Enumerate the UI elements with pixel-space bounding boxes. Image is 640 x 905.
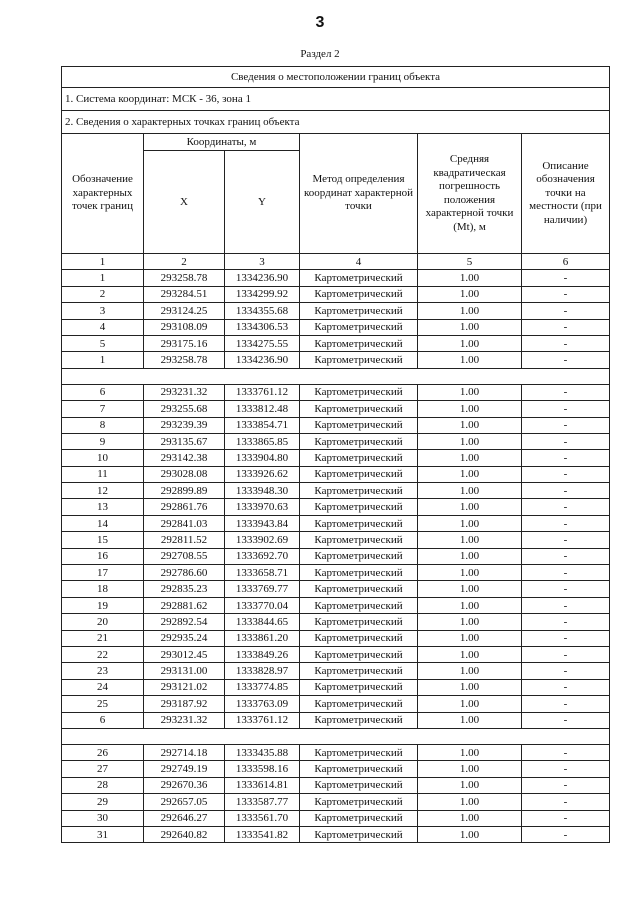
coord-x: 293258.78 [144,270,225,286]
coord-y: 1334299.92 [225,286,300,302]
coord-x: 293121.02 [144,679,225,695]
coord-y: 1333692.70 [225,548,300,564]
accuracy: 1.00 [418,401,522,417]
column-number: 1 [62,254,144,270]
accuracy: 1.00 [418,450,522,466]
table-row [62,335,610,351]
description: - [522,515,610,531]
coord-y: 1334275.55 [225,335,300,351]
table-row [62,565,610,581]
point-number: 3 [62,303,144,319]
table-row [62,548,610,564]
table-row [62,663,610,679]
accuracy: 1.00 [418,286,522,302]
coord-y: 1333598.16 [225,761,300,777]
accuracy: 1.00 [418,303,522,319]
header-designation: Обозначение характерных точек границ [62,134,144,254]
point-number: 15 [62,532,144,548]
table-row [62,286,610,302]
coord-x: 292899.89 [144,483,225,499]
coord-y: 1333943.84 [225,515,300,531]
coord-x: 293142.38 [144,450,225,466]
point-number: 4 [62,319,144,335]
point-number: 29 [62,794,144,810]
method: Картометрический [300,810,418,826]
description: - [522,565,610,581]
coord-y: 1333587.77 [225,794,300,810]
coord-y: 1333865.85 [225,433,300,449]
description: - [522,483,610,499]
point-number: 12 [62,483,144,499]
accuracy: 1.00 [418,679,522,695]
header-row-1 [62,134,610,151]
point-number: 2 [62,286,144,302]
coord-system-row [62,88,610,111]
description: - [522,696,610,712]
coord-y: 1333774.85 [225,679,300,695]
description: - [522,319,610,335]
method: Картометрический [300,515,418,531]
point-number: 20 [62,614,144,630]
coord-y: 1333761.12 [225,384,300,400]
method: Картометрический [300,303,418,319]
description: - [522,532,610,548]
description: - [522,630,610,646]
column-number: 6 [522,254,610,270]
coord-x: 293124.25 [144,303,225,319]
coord-x: 293135.67 [144,433,225,449]
header-y: Y [225,151,300,254]
point-number: 23 [62,663,144,679]
accuracy: 1.00 [418,777,522,793]
table-title-row [62,67,610,88]
table-row [62,483,610,499]
accuracy: 1.00 [418,319,522,335]
description: - [522,401,610,417]
coord-x: 293131.00 [144,663,225,679]
coord-x: 293175.16 [144,335,225,351]
description: - [522,303,610,319]
coord-y: 1334236.90 [225,352,300,368]
description: - [522,433,610,449]
table-row [62,712,610,728]
accuracy: 1.00 [418,499,522,515]
description: - [522,581,610,597]
point-number: 16 [62,548,144,564]
coord-y: 1333849.26 [225,646,300,662]
points-heading-row [62,111,610,134]
coord-y: 1334355.68 [225,303,300,319]
coord-x: 293012.45 [144,646,225,662]
coord-x: 292881.62 [144,597,225,613]
table-row [62,466,610,482]
method: Картометрический [300,450,418,466]
method: Картометрический [300,401,418,417]
table-row [62,761,610,777]
coord-x: 292935.24 [144,630,225,646]
separator-cell [62,728,610,744]
method: Картометрический [300,532,418,548]
point-number: 21 [62,630,144,646]
header-description: Описание обозначения точки на местности (при наличии) [522,134,610,254]
description: - [522,499,610,515]
column-number: 5 [418,254,522,270]
coord-y: 1334236.90 [225,270,300,286]
coord-x: 292670.36 [144,777,225,793]
coord-y: 1333769.77 [225,581,300,597]
coord-x: 293258.78 [144,352,225,368]
table-row [62,319,610,335]
point-number: 28 [62,777,144,793]
accuracy: 1.00 [418,810,522,826]
coord-x: 292786.60 [144,565,225,581]
method: Картометрический [300,663,418,679]
point-number: 18 [62,581,144,597]
point-number: 5 [62,335,144,351]
point-number: 31 [62,826,144,842]
method: Картометрический [300,744,418,760]
description: - [522,646,610,662]
point-number: 19 [62,597,144,613]
coord-x: 292640.82 [144,826,225,842]
method: Картометрический [300,761,418,777]
description: - [522,663,610,679]
accuracy: 1.00 [418,597,522,613]
method: Картометрический [300,319,418,335]
column-number: 4 [300,254,418,270]
coord-x: 293187.92 [144,696,225,712]
coord-x: 293239.39 [144,417,225,433]
header-accuracy: Средняя квадратическая погрешность положения характерной точки (Mt), м [418,134,522,254]
method: Картометрический [300,696,418,712]
description: - [522,466,610,482]
accuracy: 1.00 [418,614,522,630]
method: Картометрический [300,597,418,613]
table-row [62,614,610,630]
header-coordinates: Координаты, м [144,134,300,151]
table-row [62,810,610,826]
table-row [62,499,610,515]
accuracy: 1.00 [418,630,522,646]
method: Картометрический [300,335,418,351]
point-number: 17 [62,565,144,581]
accuracy: 1.00 [418,581,522,597]
table-row [62,450,610,466]
method: Картометрический [300,352,418,368]
group-separator [62,728,610,744]
description: - [522,286,610,302]
method: Картометрический [300,548,418,564]
coord-y: 1333561.70 [225,810,300,826]
table-row [62,515,610,531]
coord-x: 293028.08 [144,466,225,482]
coord-y: 1334306.53 [225,319,300,335]
coord-x: 292835.23 [144,581,225,597]
group-separator [62,368,610,384]
points-heading: 2. Сведения о характерных точках границ объекта [62,111,610,134]
coord-x: 293231.32 [144,712,225,728]
header-method: Метод определения координат характерной точки [300,134,418,254]
point-number: 10 [62,450,144,466]
method: Картометрический [300,777,418,793]
point-number: 14 [62,515,144,531]
accuracy: 1.00 [418,433,522,449]
coord-y: 1333904.80 [225,450,300,466]
coord-x: 292714.18 [144,744,225,760]
point-number: 11 [62,466,144,482]
coord-x: 292841.03 [144,515,225,531]
point-number: 26 [62,744,144,760]
method: Картометрический [300,614,418,630]
accuracy: 1.00 [418,352,522,368]
point-number: 7 [62,401,144,417]
accuracy: 1.00 [418,515,522,531]
coord-x: 292657.05 [144,794,225,810]
accuracy: 1.00 [418,761,522,777]
coord-y: 1333861.20 [225,630,300,646]
method: Картометрический [300,565,418,581]
method: Картометрический [300,712,418,728]
table-row [62,744,610,760]
coord-y: 1333614.81 [225,777,300,793]
method: Картометрический [300,270,418,286]
accuracy: 1.00 [418,483,522,499]
table-row [62,826,610,842]
coord-x: 292861.76 [144,499,225,515]
accuracy: 1.00 [418,565,522,581]
point-number: 22 [62,646,144,662]
boundary-table [61,66,610,843]
coord-x: 292708.55 [144,548,225,564]
coord-y: 1333844.65 [225,614,300,630]
table-row [62,384,610,400]
description: - [522,450,610,466]
table-row [62,794,610,810]
accuracy: 1.00 [418,794,522,810]
column-numbers-row [62,254,610,270]
method: Картометрический [300,384,418,400]
description: - [522,810,610,826]
accuracy: 1.00 [418,270,522,286]
coord-y: 1333761.12 [225,712,300,728]
description: - [522,335,610,351]
accuracy: 1.00 [418,532,522,548]
page-number: 3 [315,14,325,31]
coord-x: 293231.32 [144,384,225,400]
coord-y: 1333770.04 [225,597,300,613]
table-body [62,67,610,843]
method: Картометрический [300,417,418,433]
coord-y: 1333926.62 [225,466,300,482]
accuracy: 1.00 [418,417,522,433]
section-title: Раздел 2 [300,48,340,60]
method: Картометрический [300,581,418,597]
description: - [522,597,610,613]
table-row [62,646,610,662]
description: - [522,744,610,760]
accuracy: 1.00 [418,548,522,564]
point-number: 25 [62,696,144,712]
description: - [522,777,610,793]
point-number: 13 [62,499,144,515]
accuracy: 1.00 [418,712,522,728]
table-row [62,696,610,712]
description: - [522,384,610,400]
coord-y: 1333902.69 [225,532,300,548]
table-row [62,679,610,695]
table-row [62,401,610,417]
point-number: 24 [62,679,144,695]
description: - [522,826,610,842]
column-number: 3 [225,254,300,270]
coord-system: 1. Система координат: МСК - 36, зона 1 [62,88,610,111]
table-row [62,630,610,646]
method: Картометрический [300,630,418,646]
description: - [522,794,610,810]
point-number: 6 [62,384,144,400]
accuracy: 1.00 [418,826,522,842]
description: - [522,417,610,433]
coord-y: 1333435.88 [225,744,300,760]
table-row [62,433,610,449]
coord-x: 293284.51 [144,286,225,302]
coord-y: 1333828.97 [225,663,300,679]
table-row [62,352,610,368]
coord-x: 292646.27 [144,810,225,826]
accuracy: 1.00 [418,466,522,482]
description: - [522,761,610,777]
method: Картометрический [300,794,418,810]
table-row [62,581,610,597]
table-row [62,270,610,286]
accuracy: 1.00 [418,384,522,400]
method: Картометрический [300,286,418,302]
table-row [62,303,610,319]
table-row [62,777,610,793]
coord-y: 1333948.30 [225,483,300,499]
method: Картометрический [300,433,418,449]
point-number: 8 [62,417,144,433]
accuracy: 1.00 [418,663,522,679]
method: Картометрический [300,499,418,515]
coord-x: 292892.54 [144,614,225,630]
description: - [522,614,610,630]
method: Картометрический [300,483,418,499]
coord-x: 292749.19 [144,761,225,777]
description: - [522,352,610,368]
coord-y: 1333812.48 [225,401,300,417]
table-row [62,417,610,433]
method: Картометрический [300,466,418,482]
coord-x: 293255.68 [144,401,225,417]
coord-y: 1333970.63 [225,499,300,515]
description: - [522,679,610,695]
point-number: 6 [62,712,144,728]
column-number: 2 [144,254,225,270]
coord-y: 1333541.82 [225,826,300,842]
description: - [522,270,610,286]
coord-x: 292811.52 [144,532,225,548]
point-number: 9 [62,433,144,449]
accuracy: 1.00 [418,696,522,712]
accuracy: 1.00 [418,744,522,760]
description: - [522,548,610,564]
description: - [522,712,610,728]
accuracy: 1.00 [418,335,522,351]
method: Картометрический [300,826,418,842]
coord-x: 293108.09 [144,319,225,335]
method: Картометрический [300,646,418,662]
point-number: 1 [62,270,144,286]
coord-y: 1333763.09 [225,696,300,712]
point-number: 30 [62,810,144,826]
point-number: 27 [62,761,144,777]
table-row [62,597,610,613]
header-x: X [144,151,225,254]
coord-y: 1333854.71 [225,417,300,433]
table-row [62,532,610,548]
table-title: Сведения о местоположении границ объекта [62,67,610,88]
method: Картометрический [300,679,418,695]
separator-cell [62,368,610,384]
accuracy: 1.00 [418,646,522,662]
point-number: 1 [62,352,144,368]
coord-y: 1333658.71 [225,565,300,581]
